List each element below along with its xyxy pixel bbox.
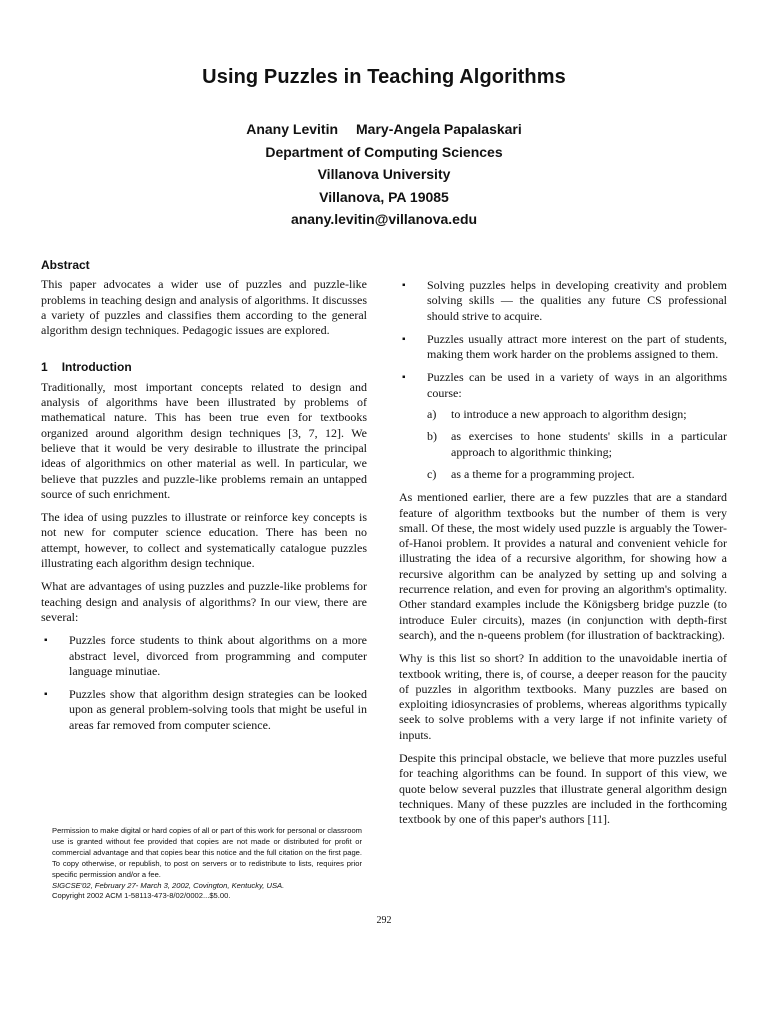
conference-info: SIGCSE'02, February 27- March 3, 2002, Covington, Kentucky, USA. <box>52 880 285 890</box>
author-location: Villanova, PA 19085 <box>319 188 449 205</box>
author-email: anany.levitin@villanova.edu <box>290 211 478 227</box>
page-number: 292 <box>376 915 392 926</box>
section-number: 1 <box>41 360 48 375</box>
left-column <box>41 258 367 741</box>
list-item: ▪ Puzzles force students to think about algorithms on a more abstract level, divorced from programming and computer language minutiae. <box>41 633 367 679</box>
paper-title: Using Puzzles in Teaching Algorithms <box>202 66 566 88</box>
section-title: Introduction <box>61 360 132 375</box>
sublist-item <box>427 407 727 422</box>
abstract-text: This paper advocates a wider use of puzzles and puzzle-like problems in teaching design and analysis of algorithms. It discusses a variety of puzzles and classifies them according to the general algorithm design techniques. Pedagogic issues are explored. <box>41 277 367 338</box>
sublist-text: as exercises to hone students' skills in a particular approach to algorithmic thinking; <box>451 429 727 459</box>
intro-paragraph: What are advantages of using puzzles and puzzle-like problems for teaching design and analysis of algorithms? In our view, there are several: <box>41 579 367 624</box>
author-name: Mary-Angela Papalaskari <box>356 121 522 137</box>
author-name: Anany Levitin <box>246 121 339 137</box>
list-item: ▪ Puzzles usually attract more interest on the part of students, making them work harder on the problems assigned to them. <box>399 332 727 363</box>
body-paragraph: As mentioned earlier, there are a few puzzles that are a standard feature of algorithm textbooks but the number of them is very small. Of these, the most widely used puzzle is arguably the Tower-of-Hanoi problem. It provides a natural and convenient vehicle for illustrating the idea of a recursive algorithm, for showing how a recursive algorithm can be analyzed by setting up and solving a recurrence relation, and even for proving an algorithm's optimality. Other standard examples include the Königsberg bridge puzzle (to introduce Euler circuits), mazes (in conjunction with depth-first search), and the n-queens problem (for illustration of backtracking). <box>399 490 727 642</box>
author-names <box>0 118 768 141</box>
usage-sublist <box>427 407 727 482</box>
list-item <box>399 370 727 482</box>
permission-text: Permission to make digital or hard copies of all or part of this work for personal or classroom use is granted without fee provided that copies are not made or distributed for profit or commercial advantage and that copies bear this notice and the full citation on the first page. To copy otherwise, or republish, to post on servers or to redistribute to lists, requires prior specific permission and/or a fee. <box>52 826 362 879</box>
author-block <box>0 118 768 231</box>
list-item: ▪ Solving puzzles helps in developing creativity and problem solving skills — the qualities any future CS professional should strive to acquire. <box>399 278 727 324</box>
advantages-list-continued <box>399 278 727 482</box>
intro-paragraph: Traditionally, most important concepts related to design and analysis of algorithms have been illustrated by problems of mathematical nature. This has been true even for textbooks organized around algorithm design techniques [3, 7, 12]. We believe that it would be very desirable to illustrate the principal ideas of algorithmics on other material as well. In particular, we believe that puzzles and puzzle-like problems remain an untapped source of such enrichment. <box>41 379 367 501</box>
permission-notice <box>52 826 362 902</box>
copyright-line: Copyright 2002 ACM 1-58113-473-8/02/0002...$5.00. <box>52 891 231 901</box>
body-paragraph: Why is this list so short? In addition to the unavoidable inertia of textbook writing, there is, of course, a deeper reason for the paucity of puzzles in algorithm textbooks. Many puzzles are based on exploiting idiosyncrasies of problems, whereas algorithms typically seek to solve problems with a very large if not infinite variety of inputs. <box>399 651 727 742</box>
sublist-text: as a theme for a programming project. <box>451 466 635 481</box>
author-department: Department of Computing Sciences <box>265 143 503 160</box>
sublist-item <box>427 467 727 482</box>
section-heading-introduction <box>41 360 367 375</box>
list-item-text: Puzzles can be used in a variety of ways in an algorithms course: <box>427 370 727 400</box>
advantages-list <box>41 633 367 733</box>
sublist-letter: a) <box>427 407 437 422</box>
sublist-letter: c) <box>427 466 437 481</box>
intro-paragraph: The idea of using puzzles to illustrate or reinforce key concepts is not new for computer science education. There has been no attempt, however, to collect and systematically catalogue puzzles illustrating each algorithm design technique. <box>41 510 367 571</box>
author-university: Villanova University <box>317 166 451 182</box>
right-column <box>399 278 727 836</box>
sublist-text: to introduce a new approach to algorithm design; <box>451 407 687 422</box>
sublist-letter: b) <box>427 429 437 444</box>
abstract-heading: Abstract <box>41 258 90 272</box>
list-item: ▪ Puzzles show that algorithm design strategies can be looked upon as general problem-solving tools that might be useful in areas far removed from computer science. <box>41 687 367 733</box>
sublist-item <box>427 429 727 460</box>
body-paragraph: Despite this principal obstacle, we believe that more puzzles useful for teaching algorithms can be found. In support of this view, we quote below several puzzles that illustrate general algorithm design techniques. Many of these puzzles are included in the forthcoming textbook by one of this paper's authors [11]. <box>399 751 727 827</box>
